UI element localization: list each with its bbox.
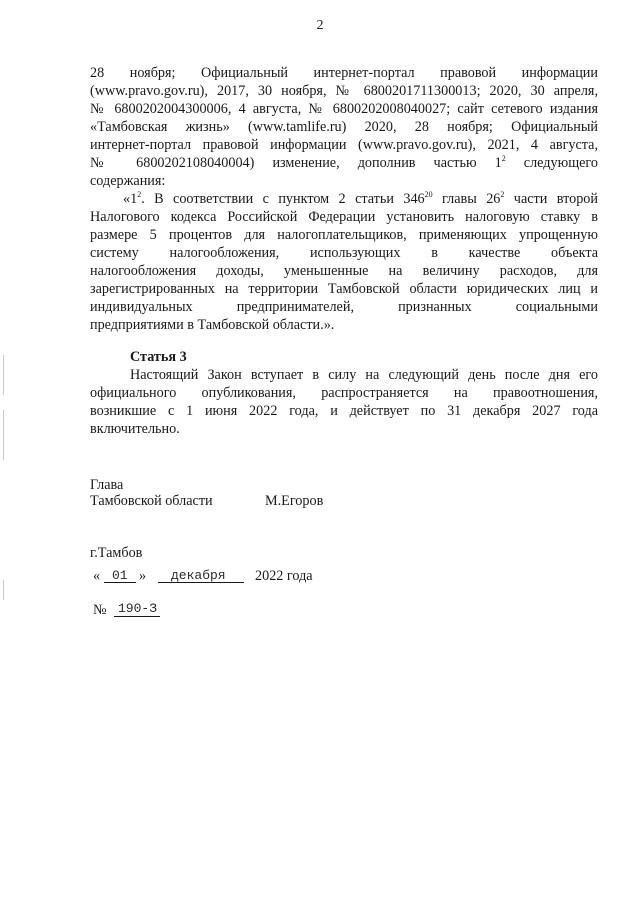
scan-artifact	[3, 410, 4, 460]
date-open-quote: «	[93, 568, 101, 584]
number-value: 190-З	[118, 601, 158, 616]
body-line-1: 28 ноября; Официальный интернет-портал правовой информации	[90, 65, 598, 81]
article-3-line-2: официального опубликования, распространяется на правоотношения,	[90, 385, 598, 401]
date-day-underline	[104, 582, 136, 583]
body-line-6: № 6800202108040004) изменение, дополнив частью $1^2$ следующего	[90, 154, 598, 171]
body-line-2: (www.pravo.gov.ru), 2017, 30 ноября, № 6800201711300013; 2020, 30 апреля,	[90, 83, 598, 99]
quote-line-4: систему налогообложения, использующих в качестве объекта	[90, 245, 598, 261]
article-3-line-4: включительно.	[90, 421, 180, 437]
number-underline	[114, 616, 160, 617]
place: г.Тамбов	[90, 545, 143, 561]
quote-line-8: предприятиями в Тамбовской области.».	[90, 317, 335, 333]
body-line-3: № 6800202004300006, 4 августа, № 6800202008040027; сайт сетевого издания	[90, 101, 598, 117]
date-year: 2022 года	[255, 568, 313, 584]
date-day: 01	[112, 568, 128, 583]
signatory-name: М.Егоров	[265, 493, 324, 509]
number-label: №	[93, 602, 107, 618]
article-3-line-1: Настоящий Закон вступает в силу на следующий день после дня его	[130, 367, 598, 383]
scan-artifact	[3, 355, 4, 395]
article-3-heading: Статья 3	[130, 349, 187, 365]
quote-line-3: размере 5 процентов для налогоплательщиков, применяющих упрощенную	[90, 227, 598, 243]
quote-line-7: индивидуальных предпринимателей, признанных социальными	[90, 299, 598, 315]
page-number: 2	[316, 18, 324, 33]
signature-title-line-1: Глава	[90, 477, 124, 493]
date-month-underline	[158, 582, 244, 583]
signature-title-line-2: Тамбовской области	[90, 493, 213, 509]
date-close-quote: »	[139, 568, 147, 584]
body-line-4: «Тамбовская жизнь» (www.tamlife.ru) 2020, 28 ноября; Официальный	[90, 119, 598, 135]
quote-line-6: зарегистрированных на территории Тамбовской области юридических лиц и	[90, 281, 598, 297]
body-line-5: интернет-портал правовой информации (www.pravo.gov.ru), 2021, 4 августа,	[90, 137, 598, 153]
article-3-line-3: возникшие с 1 июня 2022 года, и действует по 31 декабря 2027 года	[90, 403, 598, 419]
quote-line-1: «$1^2$. В соответствии с пунктом 2 статьи $346^{20}$ главы $26^2$ части второй	[123, 190, 598, 207]
quote-line-2: Налогового кодекса Российской Федерации установить налоговую ставку в	[90, 209, 598, 225]
scan-artifact	[3, 580, 4, 600]
body-line-7: содержания:	[90, 173, 166, 189]
quote-line-5: налогообложения доходы, уменьшенные на величину расходов, для	[90, 263, 598, 279]
date-month: декабря	[171, 568, 226, 583]
